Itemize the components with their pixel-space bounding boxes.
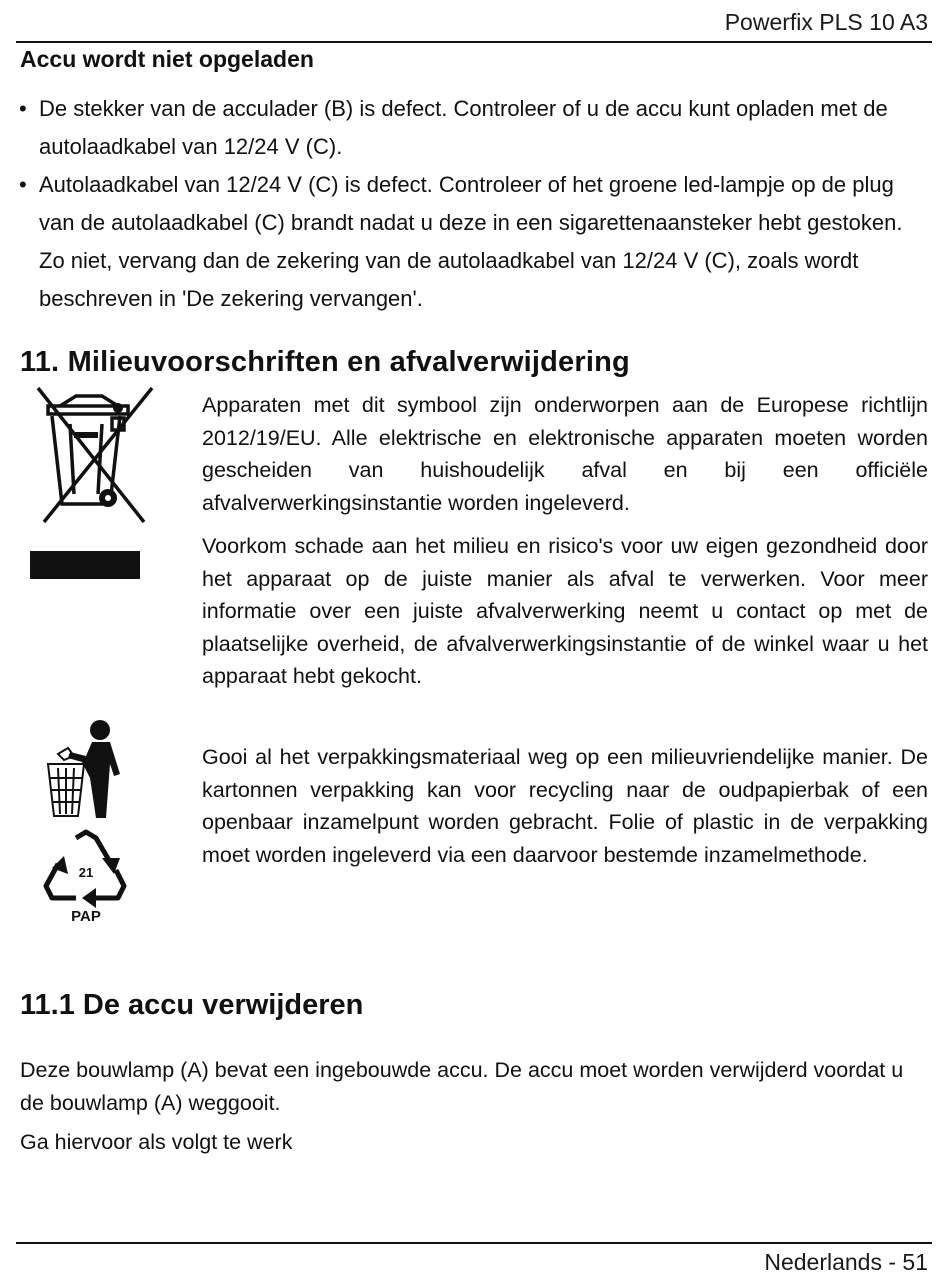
running-header: Powerfix PLS 10 A3 (724, 9, 928, 35)
recycle-code: PAP (71, 908, 101, 925)
list-item (18, 166, 928, 318)
bullet-icon: • (19, 172, 27, 197)
tidyman-icon (40, 718, 130, 820)
list-item (18, 90, 928, 166)
bullet-text: Autolaadkabel van 12/24 V (C) is defect. Controleer of het groene led-lampje op de plug van de autolaadkabel (C) brandt nadat u deze in een sigarettenaansteker hebt gestoken. Zo niet, vervang dan de zekering van de autolaadkabel van 12/24 V (C), zoals wordt beschreven in 'De zekering vervangen'. (39, 172, 903, 311)
troubleshoot-list (18, 90, 928, 318)
bullet-icon: • (19, 96, 27, 121)
footer-rule (16, 1242, 932, 1244)
recycle-number: 21 (78, 865, 94, 880)
battery-paragraph: Deze bouwlamp (A) bevat een ingebouwde accu. De accu moet worden verwijderd voordat u de bouwlamp (A) weggooit. (20, 1058, 904, 1115)
environment-heading: 11. Milieuvoorschriften en afvalverwijdering (20, 346, 630, 378)
bullet-text: De stekker van de acculader (B) is defect. Controleer of u de accu kunt opladen met de autolaadkabel van 12/24 V (C). (39, 96, 888, 159)
battery-heading: 11.1 De accu verwijderen (20, 989, 364, 1021)
troubleshoot-heading: Accu wordt niet opgeladen (20, 46, 314, 72)
battery-instruction: Ga hiervoor als volgt te werk (20, 1130, 293, 1154)
weee-paragraph: Apparaten met dit symbool zijn onderworpen aan de Europese richtlijn 2012/19/EU. Alle elektrische en elektronische apparaten moeten worden gescheiden van huishoudelijk afval en bij een officiële afvalverwerkingsinstantie worden ingeleverd. (202, 393, 928, 515)
recycle-pap-icon (40, 828, 132, 924)
crossed-bin-icon (18, 384, 158, 584)
packaging-paragraph: Gooi al het verpakkingsmateriaal weg op een milieuvriendelijke manier. De kartonnen verpakking kan voor recycling naar de oudpapierbak of een openbaar inzamelpunt worden gebracht. Folie of plastic in de verpakking moet worden ingeleverd via een daarvoor bestemde inzamelmethode. (202, 745, 928, 867)
page-number: Nederlands - 51 (764, 1249, 928, 1275)
disposal-paragraph: Voorkom schade aan het milieu en risico's voor uw eigen gezondheid door het apparaat op de juiste manier als afval te verwerken. Voor meer informatie over een juiste afvalverwerking neemt u contact op met de plaatselijke overheid, de afvalverwerkingsinstantie of de winkel waar u het apparaat hebt gekocht. (202, 534, 928, 688)
header-rule (16, 41, 932, 43)
